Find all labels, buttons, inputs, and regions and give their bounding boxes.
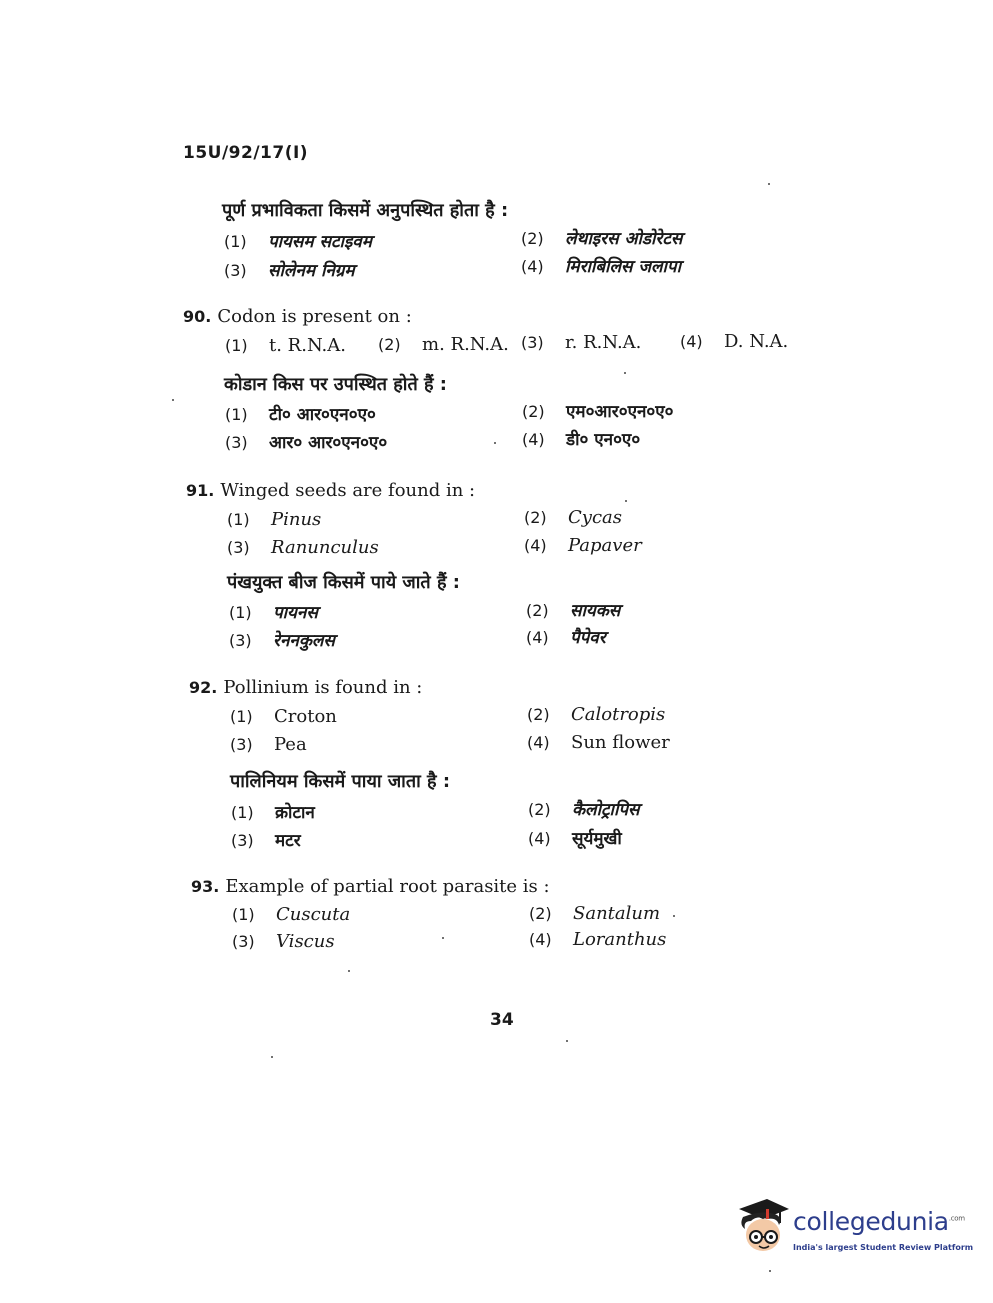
scan-speck — [566, 1040, 568, 1042]
q89-hindi-stem: पूर्ण प्रभाविकता किसमें अनुपस्थित होता है : — [222, 200, 509, 221]
q91-option-1: (1) Pinus — [227, 509, 322, 530]
q93-option-2: (2) Santalum — [529, 903, 661, 924]
q91-option-3: (3) Ranunculus — [227, 537, 379, 558]
scan-speck — [442, 937, 444, 939]
q91-hindi-option-2: (2) सायकस — [526, 601, 621, 621]
q92-option-3: (3) Pea — [230, 734, 307, 755]
q93-option-1: (1) Cuscuta — [232, 904, 351, 925]
q91-hindi-option-4: (4) पैपेवर — [526, 628, 606, 648]
q90-hindi-option-1: (1) टी० आर०एन०ए० — [225, 405, 376, 425]
q89-hindi-option-4: (4) मिराबिलिस जलापा — [521, 257, 681, 277]
q91-hindi-stem: पंखयुक्त बीज किसमें पाये जाते हैं : — [227, 572, 460, 593]
paper-code: 15U/92/17(I) — [183, 143, 309, 163]
collegedunia-logo[interactable] — [733, 1195, 974, 1265]
scan-speck — [624, 372, 626, 374]
q93-option-3: (3) Viscus — [232, 931, 335, 952]
q90-option-3: (3) r. R.N.A. — [521, 332, 642, 353]
q92-hindi-option-3: (3) मटर — [231, 831, 301, 851]
q92-option-2: (2) Calotropis — [527, 704, 666, 725]
q91-option-2: (2) Cycas — [524, 507, 622, 528]
q92-hindi-option-4: (4) सूर्यमुखी — [528, 829, 622, 849]
q89-hindi-option-2: (2) लेथाइरस ओडोरेटस — [521, 229, 683, 249]
q93-option-4: (4) Loranthus — [529, 929, 667, 950]
q92-option-1: (1) Croton — [230, 706, 337, 727]
page-number: 34 — [490, 1010, 514, 1030]
q91-hindi-option-3: (3) रेननकुलस — [229, 631, 335, 651]
scan-speck — [673, 915, 675, 917]
q90-hindi-stem: कोडान किस पर उपस्थित होते हैं : — [224, 374, 447, 395]
q90-number: 90. — [183, 307, 212, 326]
q90-option-1: (1) t. R.N.A. — [225, 335, 346, 356]
mascot-icon — [733, 1195, 791, 1263]
q92-stem-line — [189, 677, 422, 698]
q92-number: 92. — [189, 678, 218, 697]
scan-speck — [348, 970, 350, 972]
q90-option-4: (4) D. N.A. — [680, 331, 789, 352]
q92-hindi-option-2: (2) कैलोट्रापिस — [528, 800, 640, 820]
q91-number: 91. — [186, 481, 215, 500]
q92-option-4: (4) Sun flower — [527, 732, 670, 753]
q89-hindi-option-1: (1) पायसम सटाइवम — [224, 232, 372, 252]
scan-speck — [271, 1056, 273, 1058]
scan-speck — [768, 183, 770, 185]
q90-stem: Codon is present on : — [217, 306, 412, 327]
q90-option-2: (2) m. R.N.A. — [378, 334, 509, 355]
q93-stem: Example of partial root parasite is : — [225, 876, 550, 897]
q89-hindi-option-3: (3) सोलेनम निग्रम — [224, 261, 355, 281]
q92-hindi-option-1: (1) क्रोटान — [231, 803, 315, 823]
q92-stem: Pollinium is found in : — [223, 677, 423, 698]
logo-wordmark: collegedunia$^{.com}$ — [793, 1207, 965, 1236]
q90-stem-line — [183, 306, 412, 327]
scan-speck — [625, 500, 627, 502]
q93-number: 93. — [191, 877, 220, 896]
scan-speck — [769, 1270, 771, 1272]
q91-hindi-option-1: (1) पायनस — [229, 603, 318, 623]
scan-speck — [494, 442, 496, 444]
q90-hindi-option-2: (2) एम०आर०एन०ए० — [522, 402, 674, 422]
q91-stem: Winged seeds are found in : — [220, 480, 476, 501]
q91-stem-line — [186, 480, 475, 501]
logo-tagline: India's largest Student Review Platform — [793, 1243, 974, 1252]
q92-hindi-stem: पालिनियम किसमें पाया जाता है : — [230, 771, 451, 792]
q90-hindi-option-4: (4) डी० एन०ए० — [522, 430, 641, 450]
scan-speck — [172, 399, 174, 401]
q93-stem-line — [191, 876, 550, 897]
q90-hindi-option-3: (3) आर० आर०एन०ए० — [225, 433, 388, 453]
q91-option-4: (4) Papaver — [524, 535, 642, 556]
